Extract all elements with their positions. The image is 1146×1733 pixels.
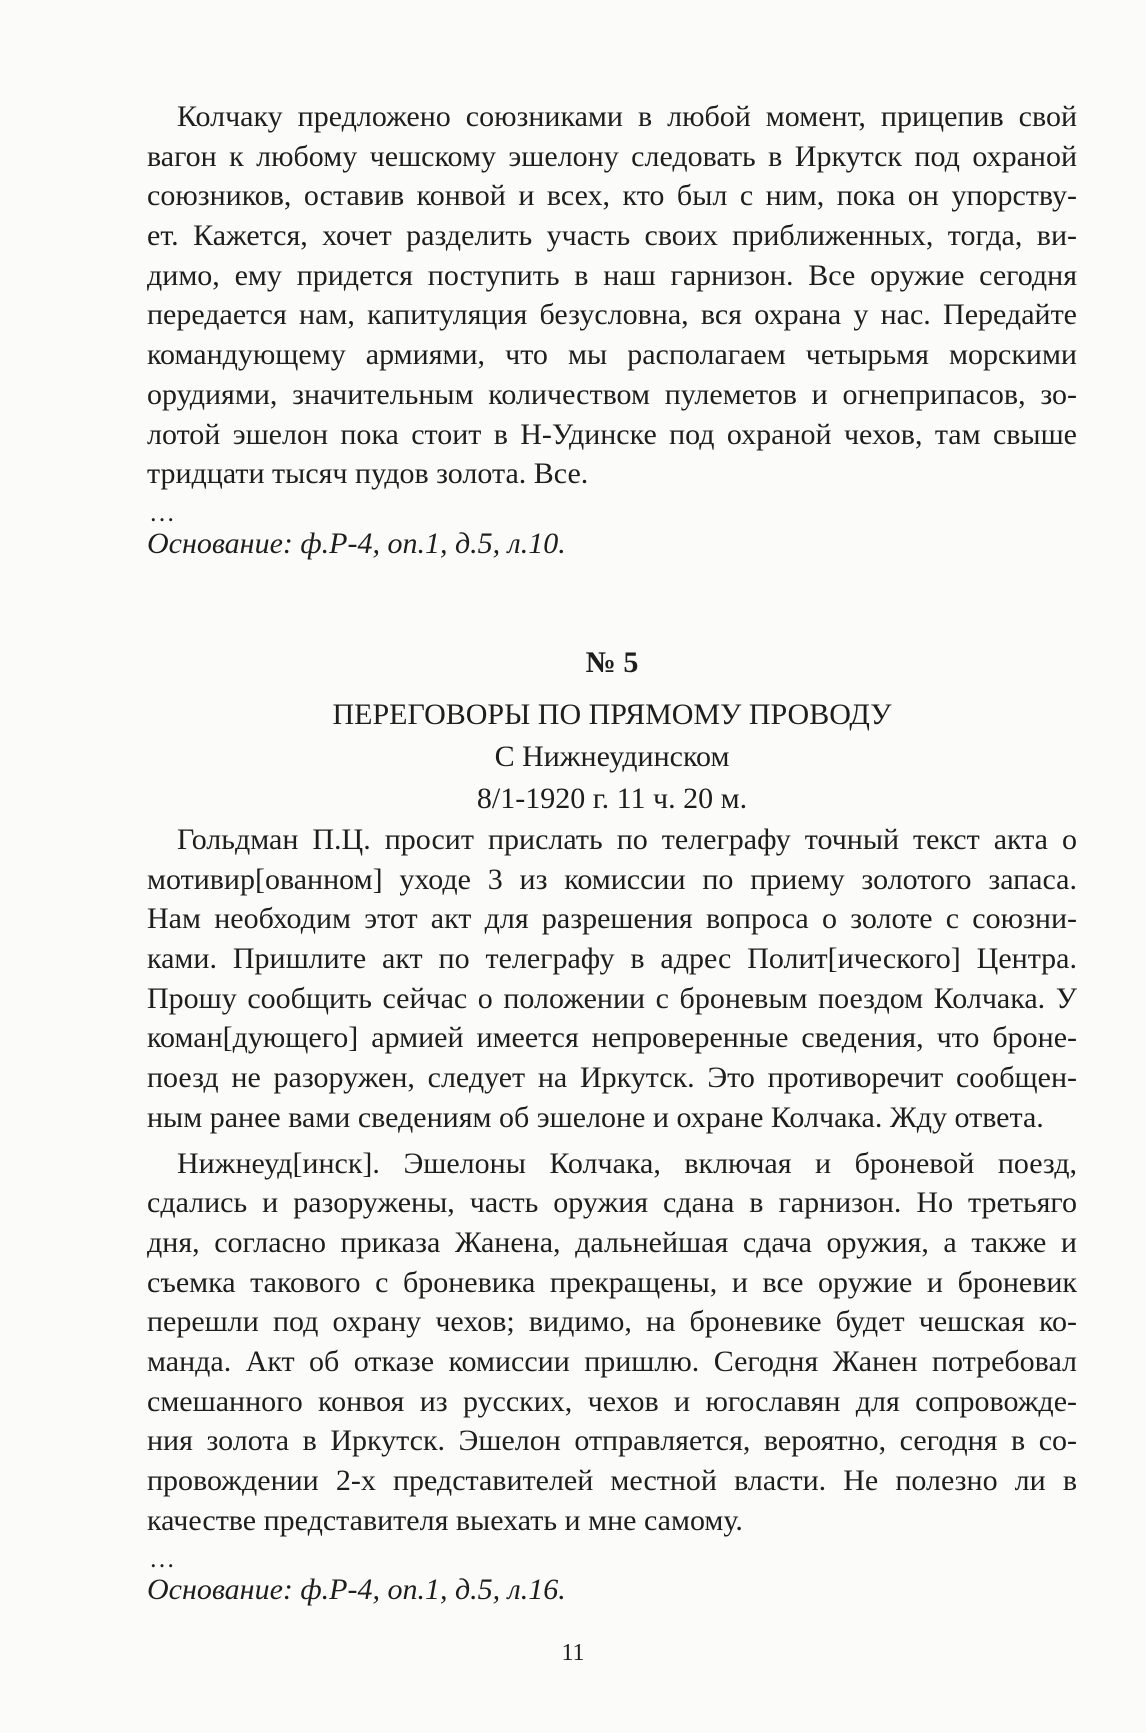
- ellipsis: …: [149, 497, 175, 527]
- text-line: качестве представителя выехать и мне самому.: [147, 1503, 743, 1537]
- text-line: лотой эшелон пока стоит в Н-Удинске под охраной чехов, там свыше: [147, 417, 1077, 451]
- text-line: смешанного конвоя из русских, чехов и югославян для сопровожде-: [147, 1384, 1077, 1418]
- document-subtitle: С Нижнеудинском: [494, 740, 730, 773]
- text-line: мотивир[ованном] уходе 3 из комиссии по приему золотого запаса.: [147, 862, 1077, 896]
- text-line: перешли под охрану чехов; видимо, на броневике будет чешская ко-: [147, 1305, 1077, 1339]
- paragraph: [147, 1144, 1077, 1541]
- text-line: дня, согласно приказа Жанена, дальнейшая сдача оружия, а также и: [147, 1225, 1077, 1259]
- text-line: ния золота в Иркутск. Эшелон отправляется, вероятно, сегодня в со-: [147, 1424, 1077, 1458]
- text-line: командующему армиями, что мы располагаем четырьмя морскими: [147, 338, 1077, 372]
- ellipsis: …: [149, 1544, 175, 1574]
- source-reference: Основание: ф.Р-4, оп.1, д.5, л.10.: [147, 526, 566, 560]
- page-number: 11: [561, 1640, 585, 1666]
- text-line: Нам необходим этот акт для разрешения вопроса о золоте с союзни-: [147, 902, 1077, 936]
- text-line: тридцати тысяч пудов золота. Все.: [147, 457, 589, 491]
- text-line: вагон к любому чешскому эшелону следовать в Иркутск под охраной: [147, 139, 1077, 173]
- text-line: ет. Кажется, хочет разделить участь своих приближенных, тогда, ви-: [147, 219, 1077, 253]
- source-reference: Основание: ф.Р-4, оп.1, д.5, л.16.: [147, 1573, 566, 1607]
- document-title: ПЕРЕГОВОРЫ ПО ПРЯМОМУ ПРОВОДУ: [332, 698, 892, 731]
- document-number: № 5: [585, 646, 639, 679]
- text-line: орудиями, значительным количеством пулеметов и огнеприпасов, зо-: [147, 377, 1077, 411]
- text-line: Колчаку предложено союзниками в любой момент, прицепив свой: [177, 100, 1077, 133]
- document-5: [147, 642, 1077, 1608]
- text-line: коман[дующего] армией имеется непроверенные сведения, что броне-: [147, 1021, 1077, 1055]
- text-line: манда. Акт об отказе комиссии пришлю. Сегодня Жанен потребовал: [147, 1344, 1077, 1378]
- text-line: провождении 2-х представителей местной власти. Не полезно ли в: [147, 1464, 1077, 1497]
- text-line: Гольдман П.Ц. просит прислать по телеграфу точный текст акта о: [177, 823, 1077, 856]
- paragraph: [147, 820, 1077, 1138]
- document-4-continuation: [147, 97, 1077, 562]
- text-line: сдались и разоружены, часть оружия сдана в гарнизон. Но третьяго: [147, 1186, 1077, 1220]
- text-line: передается нам, капитуляция безусловна, вся охрана у нас. Передайте: [147, 298, 1077, 332]
- text-line: поезд не разоружен, следует на Иркутск. Это противоречит сообщен-: [147, 1061, 1077, 1095]
- text-line: ным ранее вами сведениям об эшелоне и охране Колчака. Жду ответа.: [147, 1100, 1044, 1134]
- text-line: съемка такового с броневика прекращены, и все оружие и броневик: [147, 1265, 1077, 1299]
- paragraph: [147, 97, 1077, 494]
- document-date: 8/1-1920 г. 11 ч. 20 м.: [476, 782, 748, 815]
- text-line: Прошу сообщить сейчас о положении с броневым поездом Колчака. У: [147, 981, 1077, 1015]
- text-line: союзников, оставив конвой и всех, кто был с ним, пока он упорству-: [147, 179, 1077, 213]
- text-line: Нижнеуд[инск]. Эшелоны Колчака, включая и броневой поезд,: [177, 1146, 1077, 1180]
- text-line: димо, ему придется поступить в наш гарнизон. Все оружие сегодня: [147, 258, 1077, 292]
- text-line: ками. Пришлите акт по телеграфу в адрес Полит[ического] Центра.: [147, 942, 1077, 976]
